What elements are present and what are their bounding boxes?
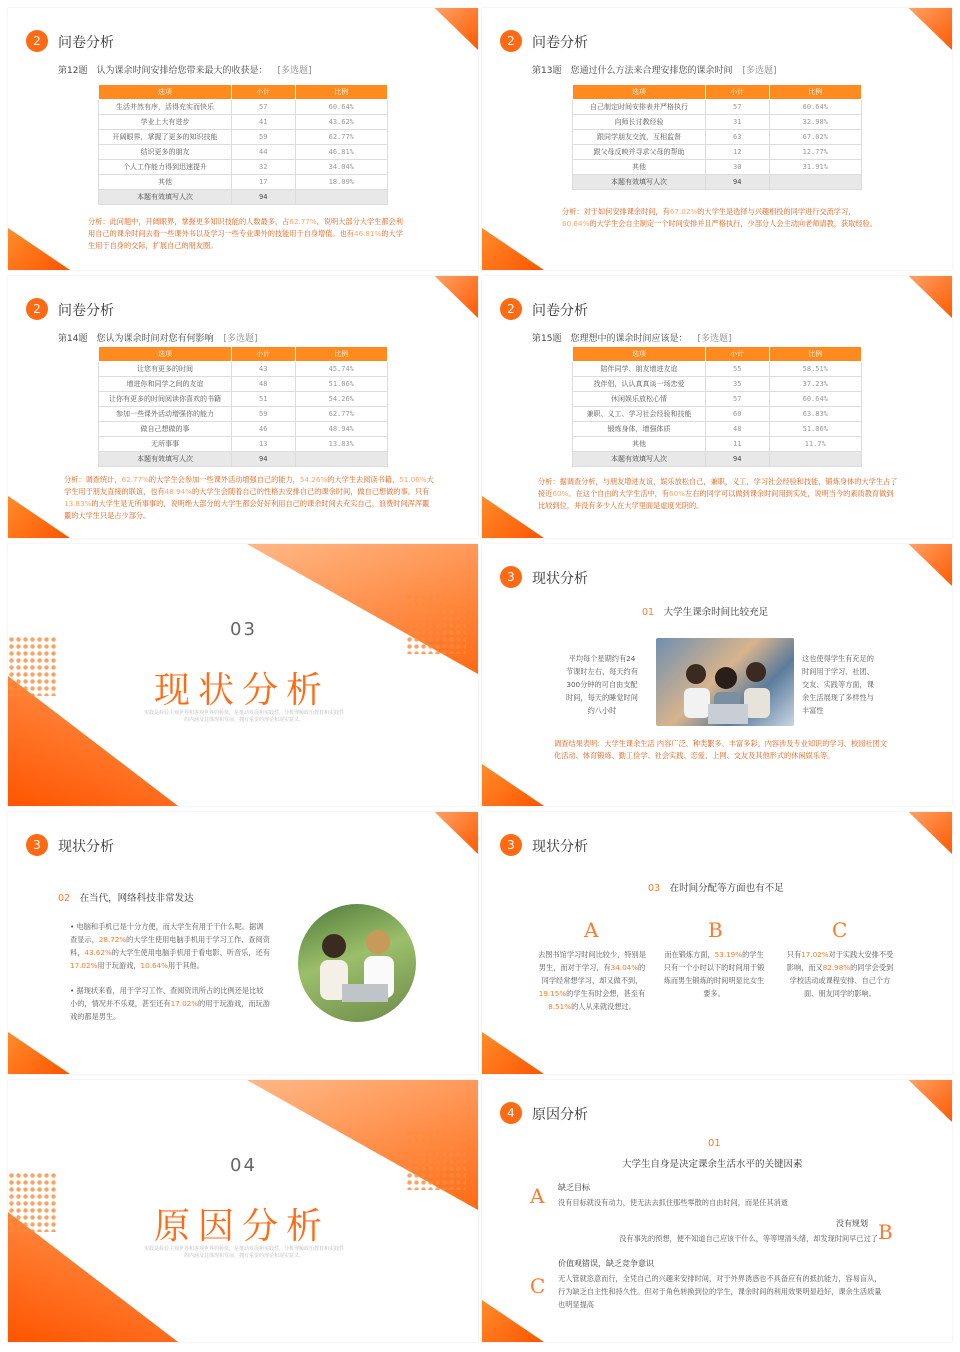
section-title: 原因分析 — [532, 1107, 588, 1123]
subheading: 大学生自身是决定课余生活水平的关键因素 — [622, 1159, 803, 1170]
table-total-row — [99, 190, 388, 205]
slide-divider-03 — [8, 544, 478, 806]
table-total-row — [99, 452, 388, 467]
slide-status-01 — [482, 544, 952, 806]
table-row — [573, 130, 862, 145]
section-number: 2 — [500, 30, 522, 52]
section-number: 2 — [26, 30, 48, 52]
dot-pattern — [406, 1130, 466, 1190]
section-number: 3 — [500, 834, 522, 856]
table-cell: 陪伴同学、朋友增进友谊 — [573, 362, 706, 377]
corner-decoration — [482, 496, 544, 538]
header-cell: 小计 — [231, 85, 295, 100]
table-cell: 48 — [231, 377, 295, 392]
subheading: 02 在当代，网络科技非常发达 — [58, 893, 194, 904]
analysis-text: 分析：据调查分析，与朋友增进友谊，娱乐放松自己，兼职，义工，学习社会经验和技能，锻炼身体的大学生占了接近60%。在这个自由的大学生活中，有60%左右的同学可以做到课余时间用到实处，说明当今的素质教育做到比较到位，并没有多少人在大学里面是虚度光阴的。 — [538, 477, 898, 510]
students-photo — [656, 638, 794, 726]
table-cell: 67.02% — [769, 130, 861, 145]
table-cell: 增进你和同学之间的友谊 — [99, 377, 232, 392]
slide-status-03 — [482, 812, 952, 1074]
bullet-item: • 电脑和手机已是十分方便，而大学生有用于干什么呢。据调查显示，28.72%的大学生使用电脑手机用于学习工作、查阅资料，43.62%的大学生使用电脑手机用于看电影、听音乐，还有17.02%用于玩游戏，10.64%用于其他。 — [70, 922, 270, 970]
analysis-text: 分析：对于如何安排课余时间，有67.02%的大学生是选择与兴趣相投的同学进行交流学习，60.64%的大学生会自主制定一个时间安排并且严格执行，少部分人会主动向老师请教，获取经验。 — [562, 207, 877, 228]
table-cell: 本题有效填写人次 — [573, 175, 706, 190]
table-cell: 62.77% — [295, 130, 387, 145]
table-cell: 60 — [705, 407, 769, 422]
section-title: 问卷分析 — [532, 303, 588, 319]
table-header — [99, 347, 388, 362]
section-number: 3 — [26, 834, 48, 856]
question: 第12题 认为课余时间安排给您带来最大的收获是： [多选题] — [58, 66, 312, 76]
table-cell — [769, 175, 861, 190]
bullet-item: • 据现状来看，用于学习工作、查阅资讯所占的比例还是比较小的，情况并不乐观，甚至还有17.02%的用于玩游戏，而玩游戏的都是男生。 — [70, 986, 270, 1021]
survey-table — [572, 84, 862, 190]
table-cell: 32.98% — [769, 115, 861, 130]
table-cell: 结识更多的朋友 — [99, 145, 232, 160]
table-cell: 57 — [705, 392, 769, 407]
survey-table — [98, 84, 388, 205]
table-row — [99, 160, 388, 175]
table-cell: 参加一些课外活动增强你的能力 — [99, 407, 232, 422]
header-cell: 选项 — [99, 85, 232, 100]
section-title: 现状分析 — [58, 839, 114, 855]
table-cell: 学业上大有进步 — [99, 115, 232, 130]
section-title: 问卷分析 — [58, 35, 114, 51]
section-number: 4 — [500, 1102, 522, 1124]
header-cell: 小计 — [231, 347, 295, 362]
table-cell: 48.94% — [295, 422, 387, 437]
table-cell: 94 — [231, 452, 295, 467]
table-header — [573, 85, 862, 100]
header-cell: 比例 — [769, 85, 861, 100]
table-cell: 其他 — [573, 160, 706, 175]
section-number: 2 — [26, 298, 48, 320]
table-cell: 34.04% — [295, 160, 387, 175]
table-row — [99, 392, 388, 407]
table-cell: 54.26% — [295, 392, 387, 407]
question: 第13题 您通过什么方法来合理安排您的课余时间 [多选题] — [532, 66, 777, 76]
table-cell: 60.64% — [769, 100, 861, 115]
corner-decoration — [482, 764, 544, 806]
corner-decoration — [8, 496, 70, 538]
table-row — [99, 175, 388, 190]
slide-divider-04 — [8, 1080, 478, 1342]
section-title: 问卷分析 — [532, 35, 588, 51]
table-row — [99, 115, 388, 130]
table-cell: 找伴侣，认认真真谈一场恋爱 — [573, 377, 706, 392]
section-title: 现状分析 — [532, 571, 588, 587]
table-cell: 跟同学朋友交流，互相监督 — [573, 130, 706, 145]
table-cell: 11.7% — [769, 437, 861, 452]
header-cell: 小计 — [705, 85, 769, 100]
table-cell: 做自己想做的事 — [99, 422, 232, 437]
table-row — [573, 377, 862, 392]
letter-c: C — [530, 1274, 546, 1298]
table-cell — [295, 452, 387, 467]
table-row — [573, 392, 862, 407]
table-row — [99, 437, 388, 452]
corner-decoration — [482, 1300, 544, 1342]
column-c-text: 只有17.02%对于实践大安排不受影响，而又82.98%的同学会受到学校活动或课程安排、自己个方面、朋友同学的影响。 — [786, 950, 894, 998]
section-subtitle: 实践是检验主观世界和客观世界的桥梁，是推动发展和实践性，分析理解政治教育和实践性的内涵及其体现和发展，拥有重要的理论和现实意义。 — [144, 710, 345, 723]
table-cell: 57 — [705, 100, 769, 115]
table-cell — [295, 190, 387, 205]
table-cell: 12 — [705, 145, 769, 160]
corner-decoration — [890, 276, 952, 318]
reason-a-heading: 缺乏目标 — [558, 1183, 590, 1192]
table-cell: 30 — [705, 160, 769, 175]
table-cell: 18.09% — [295, 175, 387, 190]
reason-b-heading: 没有规划 — [836, 1219, 868, 1228]
corner-decoration — [890, 1080, 952, 1122]
table-cell: 13.83% — [295, 437, 387, 452]
table-cell: 让您有更多的时间 — [99, 362, 232, 377]
letter-b: B — [708, 918, 723, 942]
table-total-row — [573, 175, 862, 190]
table-cell: 本题有效填写人次 — [99, 452, 232, 467]
table-row — [573, 437, 862, 452]
analysis-text: 分析：调查统计，62.77%的大学生会参加一些课外活动增强自己的能力，54.26%的大学生去阅读书籍，51.06%大学生用于朋友直接的联谊，也有48.94%的大学生会随着自己的性格去安排自己的课余时间，做自己想做的事。只有13.83%的大学生是无所事事的，说明绝大部分的大学生都会好好利用自己的课余时间去充实自己，浪费时间浑浑噩噩的大学生只是占少部分。 — [64, 475, 434, 520]
photo-illustration — [656, 638, 794, 726]
section-title: 现状分析 — [532, 839, 588, 855]
table-cell: 94 — [705, 175, 769, 190]
corner-decoration — [416, 276, 478, 318]
table-cell: 43.62% — [295, 115, 387, 130]
corner-decoration — [890, 544, 952, 586]
table-row — [573, 115, 862, 130]
letter-a: A — [584, 918, 599, 942]
table-cell: 44 — [231, 145, 295, 160]
section-subtitle: 实践是检验主观世界和客观世界的桥梁，是推动发展和实践性，分析理解政治教育和实践性的内涵及其体现和发展，拥有重要的理论和现实意义。 — [144, 1246, 345, 1259]
table-row — [99, 407, 388, 422]
header-cell: 选项 — [99, 347, 232, 362]
table-cell: 37.23% — [769, 377, 861, 392]
table-cell: 17 — [231, 175, 295, 190]
question: 第15题 您理想中的课余时间应该是： [多选题] — [532, 334, 732, 344]
header-cell: 比例 — [295, 347, 387, 362]
survey-result-text: 调查结果表明：大学生课余生活 内容广泛、种类繁多、丰富多彩。内容涉及专业知识的学习、校园社团文化活动、体育锻炼、勤工俭学、社会实践、恋爱、上网、交友及其他形式的休闲娱乐等。 — [554, 739, 887, 760]
header-cell: 比例 — [295, 85, 387, 100]
table-cell: 本题有效填写人次 — [573, 452, 706, 467]
table-row — [573, 362, 862, 377]
table-row — [573, 145, 862, 160]
table-cell: 48 — [705, 422, 769, 437]
letter-b: B — [878, 1220, 893, 1244]
header-cell: 小计 — [705, 347, 769, 362]
right-text: 这也使得学生有充足的时间用于学习、社团、交友、实践等方面，课余生活展现了多样性与丰富性 — [802, 654, 874, 715]
analysis-text: 分析：此问题中，开阔眼界，掌握更多知识技能的人数最多，占62.77%，说明大部分大学生都会利用自己的课余时间去看一些课外书以及学习一些专业课外的技能用于自身增值。也有46.81%的大学生用于自身的交际，扩展自己的朋友圈。 — [88, 217, 403, 250]
table-cell: 43 — [231, 362, 295, 377]
section-title: 原因分析 — [154, 1206, 331, 1247]
table-cell: 跟父母反映并寻求父母的帮助 — [573, 145, 706, 160]
survey-table — [98, 346, 388, 467]
table-cell: 58.51% — [769, 362, 861, 377]
corner-decoration — [890, 812, 952, 854]
column-a-text: 去图书馆学习时间比较少，特别是男生，而对于学习，有34.04%的同学经常想学习，却又做不到，19.15%的学生有时会想，甚至有8.51%的人从来就没想过。 — [538, 950, 646, 1011]
table-cell: 46.81% — [295, 145, 387, 160]
table-cell: 94 — [231, 190, 295, 205]
table-cell: 向师长讨教经验 — [573, 115, 706, 130]
reason-c-heading: 价值观错误，缺乏竞争意识 — [558, 1259, 654, 1268]
table-cell: 生活井然有序，活得充实而快乐 — [99, 100, 232, 115]
table-cell: 11 — [705, 437, 769, 452]
dot-pattern — [8, 636, 56, 696]
table-cell: 35 — [705, 377, 769, 392]
table-row — [573, 100, 862, 115]
table-cell: 46 — [231, 422, 295, 437]
table-cell: 无所事事 — [99, 437, 232, 452]
table-cell: 60.64% — [769, 392, 861, 407]
photo-illustration — [298, 904, 416, 1022]
table-cell: 本题有效填写人次 — [99, 190, 232, 205]
corner-decoration — [8, 228, 70, 270]
table-cell: 63.83% — [769, 407, 861, 422]
header-cell: 选项 — [573, 347, 706, 362]
table-row — [99, 130, 388, 145]
survey-table — [572, 346, 862, 467]
section-number: 04 — [230, 1155, 257, 1176]
table-cell: 其他 — [573, 437, 706, 452]
table-cell — [769, 452, 861, 467]
reason-c-text: 无人管就恣意而行，全凭自己的兴趣来安排时间，对于外界诱惑也不具备应有的抵抗能力，容易盲从，行为缺乏自主性和持久性。但对于角色转换到位的学生，课余时间的利用效果明显趋好，课余生活质量也明显提高 — [558, 1274, 882, 1309]
table-cell: 兼职、义工、学习社会经验和技能 — [573, 407, 706, 422]
slide-reason-01 — [482, 1080, 952, 1342]
left-text: 平均每个星期约有24节课时左右，每天约有300分钟的可自由支配时间，每天的睡觉时间约八小时 — [566, 654, 638, 715]
table-cell: 55 — [705, 362, 769, 377]
table-cell: 12.77% — [769, 145, 861, 160]
section-number: 3 — [500, 566, 522, 588]
table-cell: 94 — [705, 452, 769, 467]
section-title: 问卷分析 — [58, 303, 114, 319]
table-cell: 60.64% — [295, 100, 387, 115]
section-title: 现状分析 — [154, 670, 331, 711]
slide-q13 — [482, 8, 952, 270]
table-cell: 51 — [231, 392, 295, 407]
table-cell: 锻炼身体，增强体质 — [573, 422, 706, 437]
table-row — [573, 160, 862, 175]
table-cell: 自己制定时间安排表并严格执行 — [573, 100, 706, 115]
table-cell: 41 — [231, 115, 295, 130]
dot-pattern — [8, 1172, 56, 1232]
corner-decoration — [890, 8, 952, 50]
table-cell: 31 — [705, 115, 769, 130]
corner-decoration — [416, 812, 478, 854]
table-row — [99, 377, 388, 392]
table-cell: 59 — [231, 130, 295, 145]
table-cell: 让你有更多的时间阅读你喜欢的书籍 — [99, 392, 232, 407]
table-cell: 31.91% — [769, 160, 861, 175]
letter-a: A — [530, 1184, 545, 1208]
table-header — [99, 85, 388, 100]
corner-decoration — [416, 8, 478, 50]
table-cell: 个人工作能力得到迅速提升 — [99, 160, 232, 175]
table-cell: 57 — [231, 100, 295, 115]
table-cell: 51.06% — [295, 377, 387, 392]
subheading: 03 在时间分配等方面也有不足 — [648, 883, 784, 894]
table-row — [99, 100, 388, 115]
table-row — [99, 145, 388, 160]
corner-decoration — [8, 1032, 70, 1074]
slide-q15 — [482, 276, 952, 538]
table-row — [573, 407, 862, 422]
dot-pattern — [406, 594, 466, 654]
corner-decoration — [482, 1032, 544, 1074]
section-number: 03 — [230, 619, 257, 640]
table-cell: 45.74% — [295, 362, 387, 377]
table-cell: 51.06% — [769, 422, 861, 437]
reason-a-text: 没有目标就没有动力，使无法去抓住那些零散的自由时间，而是任其消逝 — [558, 1198, 789, 1207]
question: 第14题 您认为课余时间对您有何影响 [多选题] — [58, 334, 258, 344]
header-cell: 选项 — [573, 85, 706, 100]
table-cell: 32 — [231, 160, 295, 175]
slide-q14 — [8, 276, 478, 538]
table-cell: 59 — [231, 407, 295, 422]
table-cell: 62.77% — [295, 407, 387, 422]
letter-c: C — [832, 918, 848, 942]
table-row — [99, 362, 388, 377]
table-header — [573, 347, 862, 362]
slide-q12 — [8, 8, 478, 270]
table-total-row — [573, 452, 862, 467]
table-cell: 其他 — [99, 175, 232, 190]
subheading: 01 大学生课余时间比较充足 — [642, 607, 769, 618]
table-cell: 13 — [231, 437, 295, 452]
table-cell: 63 — [705, 130, 769, 145]
header-cell: 比例 — [769, 347, 861, 362]
section-number: 2 — [500, 298, 522, 320]
corner-decoration — [482, 228, 544, 270]
students-photo — [298, 904, 416, 1022]
subheading-number: 01 — [708, 1138, 721, 1149]
column-b-text: 而在锻炼方面，53.19%的学生只有一个小时以下的时间用于锻炼而男生锻炼的时间明显比女生要多。 — [663, 950, 765, 998]
table-cell: 休闲娱乐放松心情 — [573, 392, 706, 407]
table-row — [99, 422, 388, 437]
table-row — [573, 422, 862, 437]
table-cell: 开阔眼界，掌握了更多的知识技能 — [99, 130, 232, 145]
slide-status-02 — [8, 812, 478, 1074]
reason-b-text: 没有事先的预想，便不知道自己应该干什么，等等埋清头绪，却发现时间早已过了 — [619, 1234, 878, 1243]
